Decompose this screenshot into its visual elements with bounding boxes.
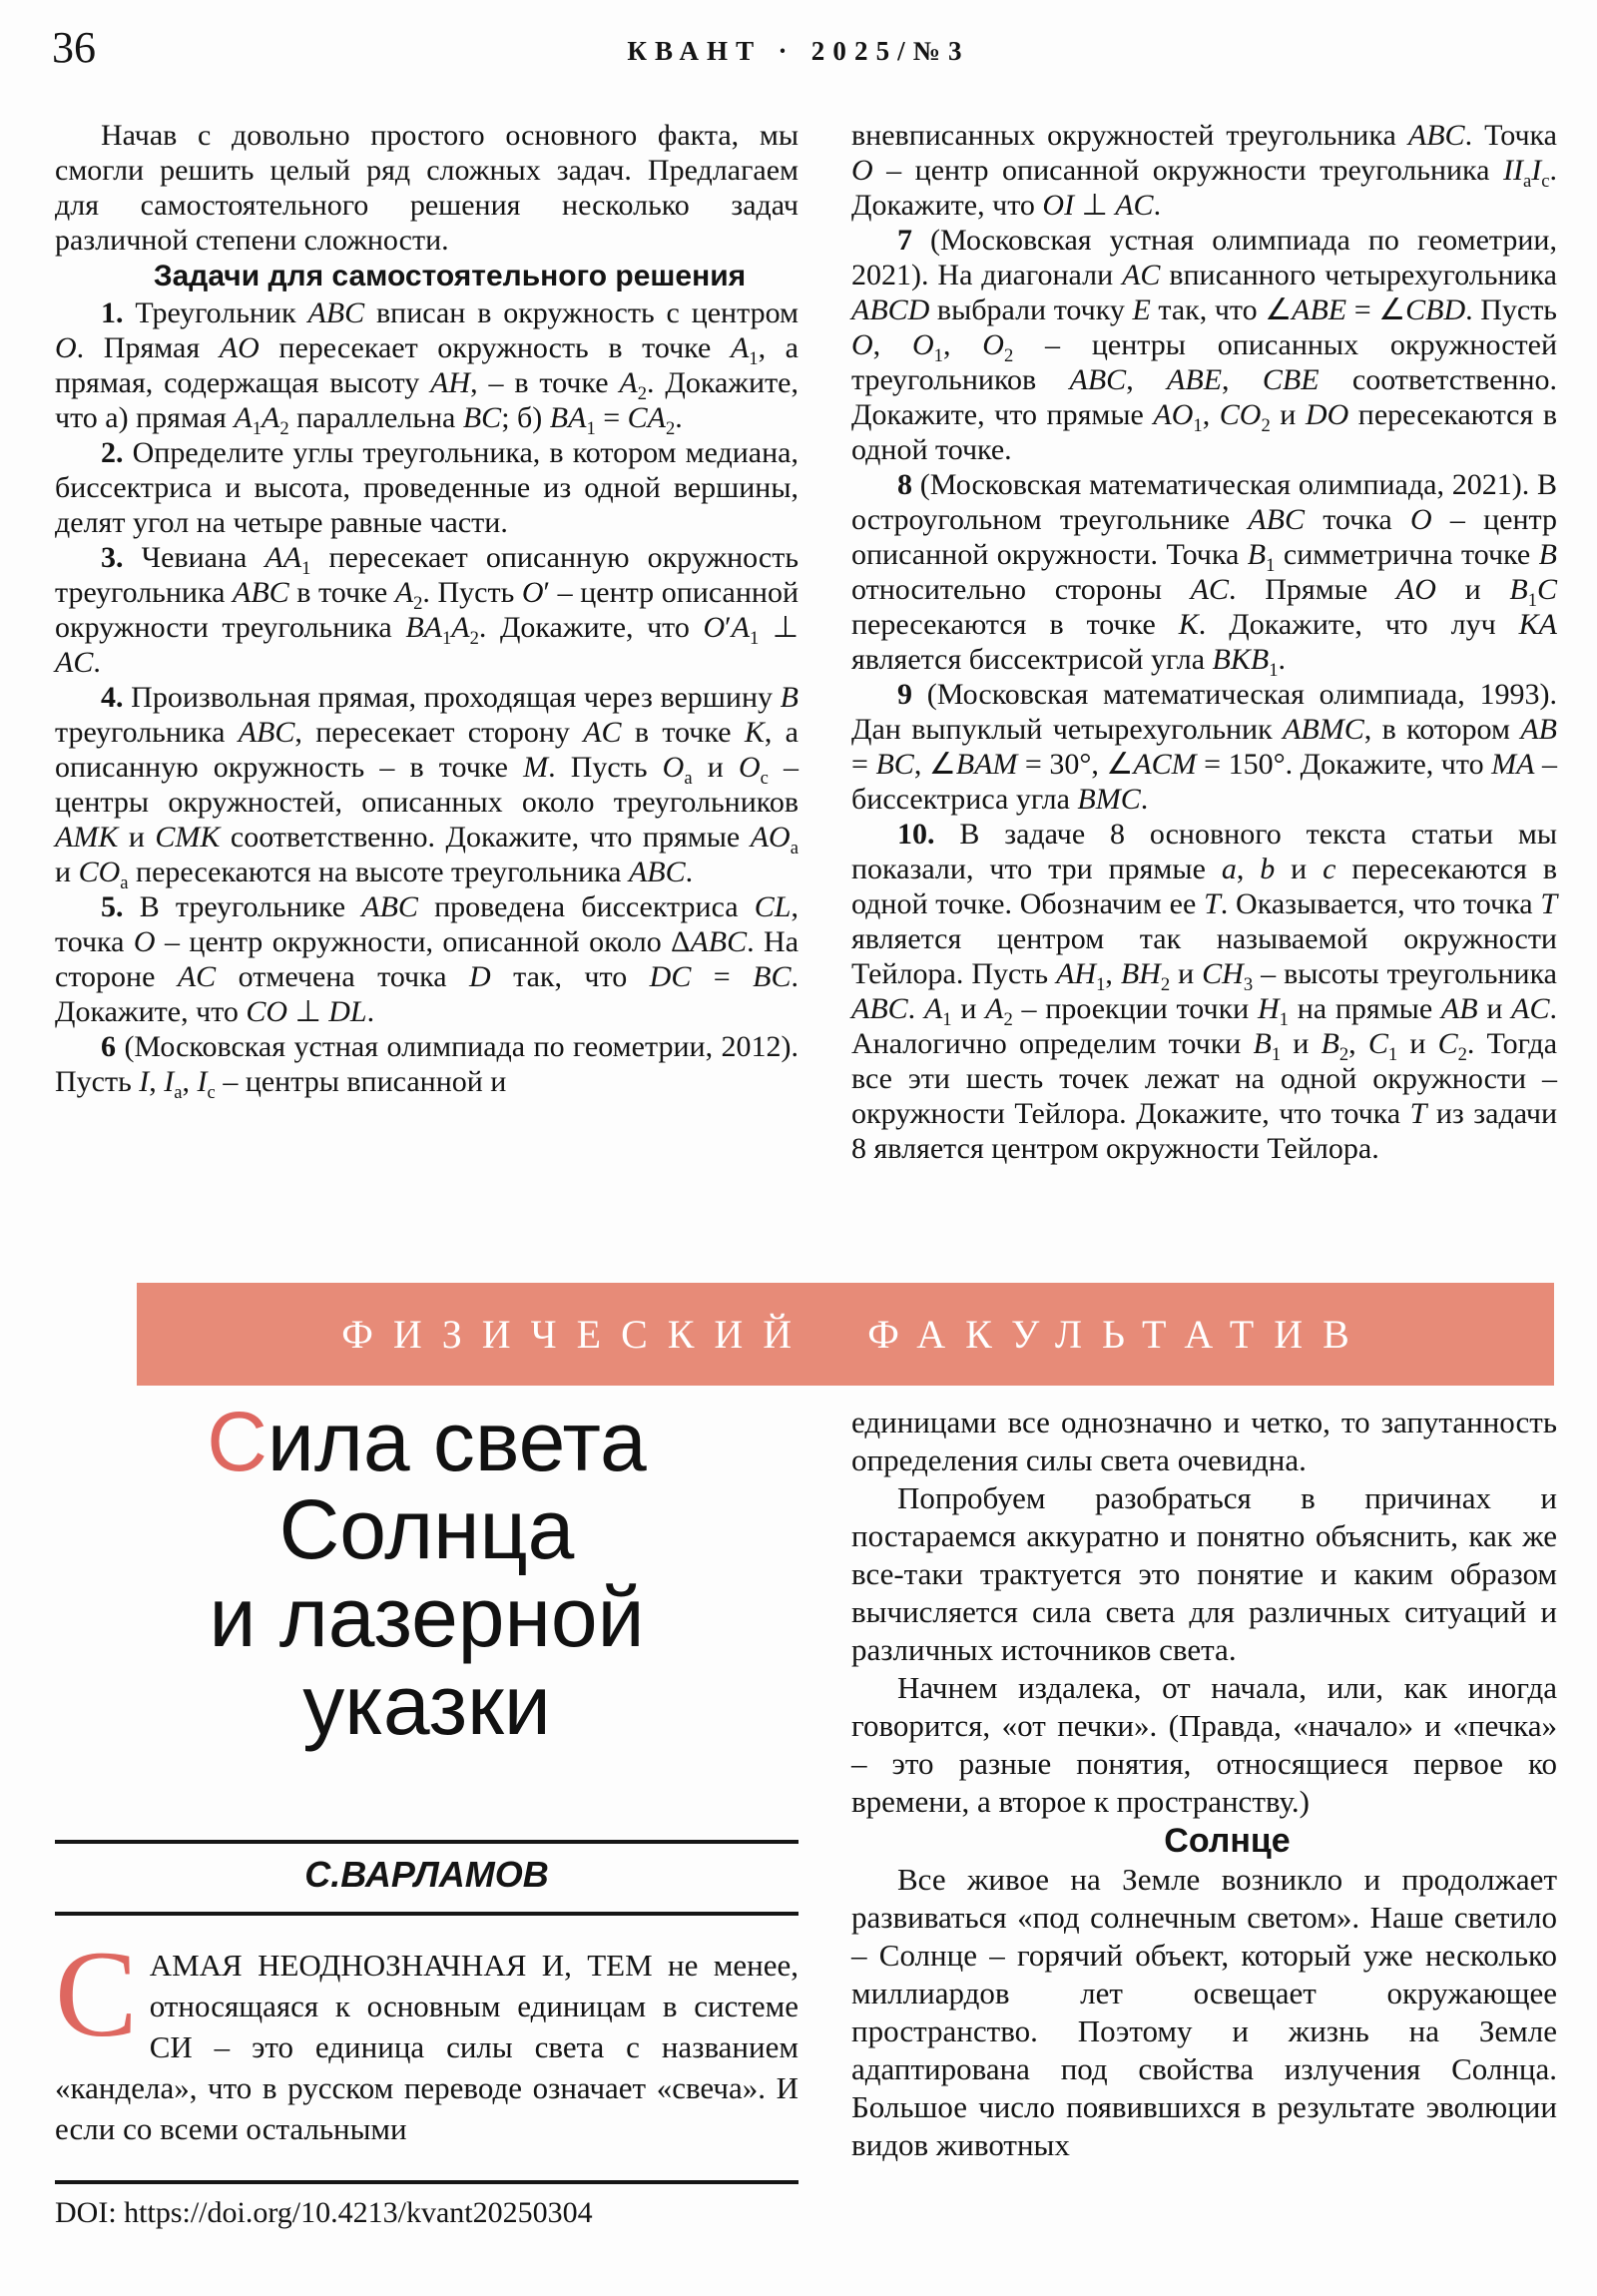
article-title <box>55 1395 798 1752</box>
divider-below-author <box>55 1912 798 1916</box>
header-separator: · <box>778 36 796 66</box>
section-banner-label: ФИЗИЧЕСКИЙ ФАКУЛЬТАТИВ <box>341 1312 1369 1357</box>
problem-3: 3. Чевиана $AA_1$ пересекает описанную окружность треугольника ABC в точке $A_2$. Пусть O′ – центр описанной окружности треугольника $BA_1A_2$. Докажите, что $O'A_1$ ⊥ AC. <box>55 541 799 679</box>
journal-header <box>0 36 1597 67</box>
doi-line: DOI: https://doi.org/10.4213/kvant20250304 <box>55 2196 593 2229</box>
problems-heading: Задачи для самостоятельного решения <box>153 260 747 292</box>
article-paragraph-1: единицами все однозначно и четко, то запутанность определения силы света очевидна. <box>851 1405 1557 1477</box>
lead-paragraph <box>55 1926 798 2149</box>
problem-7: 7 (Московская устная олимпиада по геометрии, 2021). На диагонали AC вписанного четырехугольника ABCD выбрали точку E так, что ∠ABE = ∠CBD. Пусть O, $O_1$, $O_2$ – центры описанных окружностей треугольников ABC, ABE, CBE соответственно. Докажите, что прямые $AO_1$, $CO_2$ и DO пересекаются в одной точке. <box>851 224 1558 466</box>
problem-5: 5. В треугольнике ABC проведена биссектриса CL, точка O – центр окружности, описанной около ΔABC. На стороне AC отмечена точка D так, что DC = BC. Докажите, что CO ⊥ DL. <box>55 890 799 1028</box>
problem-9: 9 (Московская математическая олимпиада, 1993). Дан выпуклый четырехугольник ABMC, в котором AB = BC, ∠BAM = 30°, ∠ACM = 150°. Докажите, что MA – биссектриса угла BMC. <box>851 678 1558 816</box>
problem-2: 2. Определите углы треугольника, в котором медиана, биссектриса и высота, проведенные из одной вершины, делят угол на четыре равные части. <box>55 436 798 539</box>
issue-number: 2025/№3 <box>810 36 970 66</box>
divider-above-author <box>55 1840 798 1844</box>
divider-above-doi <box>55 2180 798 2184</box>
article-title-line-1 <box>55 1395 798 1488</box>
article-title-line-3: и лазерной <box>209 1570 645 1664</box>
intro-paragraph: Начав с довольно простого основного факта, мы смогли решить целый ряд сложных задач. Предлагаем для самостоятельного решения несколько задач различной степени сложности. <box>55 119 798 257</box>
problem-4: 4. Произвольная прямая, проходящая через вершину B треугольника ABC, пересекает сторону AC в точке K, а описанную окружность – в точке M. Пусть $O_a$ и $O_c$ – центры окружностей, описанных около треугольников AMK и CMK соответственно. Докажите, что прямые $AO_a$ и $CO_a$ пересекаются на высоте треугольника ABC. <box>55 681 799 893</box>
column-right-problems <box>851 118 1557 1166</box>
journal-title: КВАНТ <box>627 36 763 66</box>
sun-section-heading: Солнце <box>1164 1822 1291 1860</box>
title-line1-rest: ила света <box>266 1395 647 1488</box>
article-title-line-2: Солнца <box>278 1482 575 1576</box>
problem-6-part1: 6 (Московская устная олимпиада по геометрии, 2012). Пусть I, $I_a$, $I_c$ – центры вписанной и <box>55 1030 798 1103</box>
article-paragraph-3: Начнем издалека, от начала, или, как иногда говорится, «от печки». (Правда, «начало» и «печка» – это разные понятия, относящиеся первое ко времени, а второе к пространству.) <box>851 1670 1557 1819</box>
section-banner <box>137 1283 1554 1386</box>
problem-6-part2: вневписанных окружностей треугольника ABC. Точка O – центр описанной окружности треугольника $II_aI_c$. Докажите, что OI ⊥ AC. <box>851 119 1557 222</box>
author-name: С.ВАРЛАМОВ <box>304 1854 549 1895</box>
title-initial-letter: С <box>207 1395 267 1488</box>
lead-paragraph-text: АМАЯ НЕОДНОЗНАЧНАЯ И, ТЕМ не менее, относящаяся к основным единицам в системе СИ – это единица силы света с названием «кандела», что в русском переводе означает «свеча». И если со всеми остальными <box>55 1948 798 2146</box>
problem-1: 1. Треугольник ABC вписан в окружность с центром O. Прямая AO пересекает окружность в точке $A_1$, а прямая, содержащая высоту AH, – в точке $A_2$. Докажите, что а) прямая $A_1A_2$ параллельна BC; б) $BA_1 = CA_2$. <box>55 296 799 439</box>
column-right-article <box>851 1404 1557 2164</box>
page-number: 36 <box>52 23 96 72</box>
column-left-problems <box>55 118 799 1103</box>
problem-8: 8 (Московская математическая олимпиада, 2021). В остроугольном треугольнике ABC точка O – центр описанной окружности. Точка $B_1$ симметрична точке B относительно стороны AC. Прямые AO и $B_1C$ пересекаются в точке K. Докажите, что луч KA является биссектрисой угла $BKB_1$. <box>851 468 1558 681</box>
sun-section-paragraph: Все живое на Земле возникло и продолжает развиваться «под солнечным светом». Наше светило – Солнце – горячий объект, который уже несколько миллиардов лет освещает окружающее пространство. Поэтому и жизнь на Земле адаптирована под свойства излучения Солнца. Большое число появившихся в результате эволюции видов животных <box>851 1862 1557 2162</box>
drop-cap-letter: С <box>55 1926 138 2062</box>
article-paragraph-2: Попробуем разобраться в причинах и постараемся аккуратно и понятно объяснить, как же все-таки трактуется это понятие и каким образом вычисляется сила света для различных ситуаций и различных источников света. <box>851 1480 1557 1667</box>
problem-10: 10. В задаче 8 основного текста статьи мы показали, что три прямые a, b и c пересекаются в одной точке. Обозначим ее T. Оказывается, что точка T является центром так называемой окружности Тейлора. Пусть $AH_1$, $BH_2$ и $CH_3$ – высоты треугольника ABC. $A_1$ и $A_2$ – проекции точки $H_1$ на прямые AB и AC. Аналогично определим точки $B_1$ и $B_2$, $C_1$ и $C_2$. Тогда все эти шесть точек лежат на одной окружности – окружности Тейлора. Докажите, что точка T из задачи 8 является центром окружности Тейлора. <box>851 818 1558 1165</box>
article-title-line-4: указки <box>302 1658 551 1752</box>
